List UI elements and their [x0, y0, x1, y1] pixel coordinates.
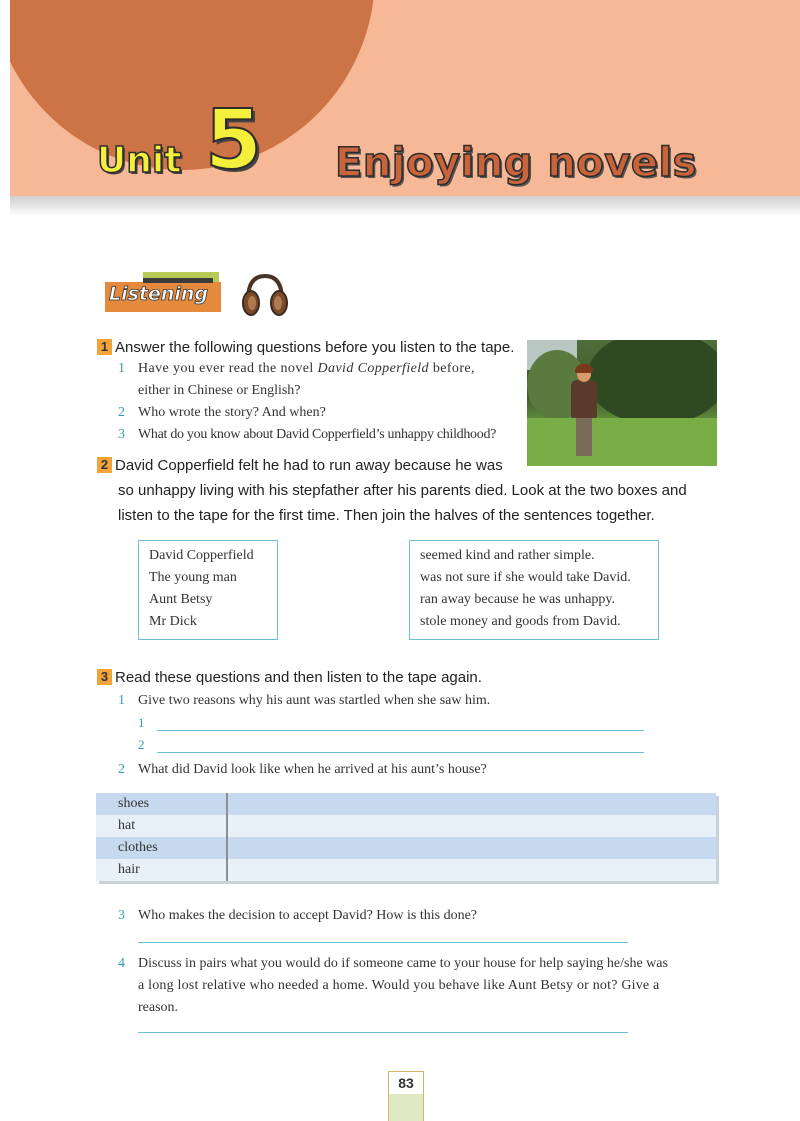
row-label: clothes	[96, 837, 228, 859]
row-label: hat	[96, 815, 228, 837]
question-1-heading: 1 Answer the following questions before you listen to the tape.	[97, 339, 514, 356]
unit-label: Unit	[97, 140, 182, 181]
answer-line[interactable]	[138, 1032, 628, 1033]
banner-shadow	[10, 196, 800, 216]
answer-cell[interactable]	[228, 815, 716, 837]
table-row	[96, 859, 716, 881]
table-row	[96, 793, 716, 815]
question-1-item-3: 3 What do you know about David Copperfield’s unhappy childhood?	[118, 427, 497, 442]
question-number-badge: 1	[97, 339, 112, 355]
page-number: 83	[388, 1071, 424, 1121]
sentence-end: ran away because he was unhappy.	[420, 592, 616, 607]
unit-number: 5	[205, 93, 263, 188]
sentence-end: seemed kind and rather simple.	[420, 548, 595, 563]
sentence-end: stole money and goods from David.	[420, 614, 621, 629]
answer-line[interactable]	[157, 752, 644, 753]
page-title: Enjoying novels	[335, 140, 697, 186]
right-sentence-box	[409, 540, 659, 640]
question-1-item-1-cont: either in Chinese or English?	[138, 383, 301, 398]
sentence-start: Mr Dick	[149, 614, 197, 629]
question-3-item-4: 4 Discuss in pairs what you would do if someone came to your house for help saying he/she was	[118, 956, 668, 971]
question-2-instructions: so unhappy living with his stepfather after his parents died. Look at the two boxes and listen to the tape for the first time. Then join the halves of the sentences together.	[118, 482, 687, 524]
question-1-item-2: 2 Who wrote the story? And when?	[118, 405, 326, 420]
sentence-start: David Copperfield	[149, 548, 254, 563]
sentence-end: was not sure if she would take David.	[420, 570, 631, 585]
answer-line[interactable]	[157, 730, 644, 731]
sentence-start: Aunt Betsy	[149, 592, 213, 607]
question-number-badge: 2	[97, 457, 112, 473]
appearance-table	[96, 793, 716, 881]
answer-cell[interactable]	[228, 837, 716, 859]
david-copperfield-photo	[527, 340, 717, 466]
sentence-start: The young man	[149, 570, 237, 585]
question-1-item-1: 1 Have you ever read the novel David Copperfield before,	[118, 361, 475, 376]
row-label: hair	[96, 859, 228, 881]
row-label: shoes	[96, 793, 228, 815]
question-3-item-1: 1 Give two reasons why his aunt was startled when she saw him.	[118, 693, 491, 708]
answer-cell[interactable]	[228, 793, 716, 815]
blank-number: 1	[138, 715, 145, 730]
question-number-badge: 3	[97, 669, 112, 685]
left-sentence-box	[138, 540, 278, 640]
question-3-item-4-line-2: a long lost relative who needed a home. Would you behave like Aunt Betsy or not? Give a	[138, 978, 660, 993]
headphones-icon	[240, 270, 290, 318]
question-3-item-2: 2 What did David look like when he arrived at his aunt’s house?	[118, 762, 487, 777]
section-label: Listening	[109, 283, 209, 305]
answer-cell[interactable]	[228, 859, 716, 881]
table-row	[96, 837, 716, 859]
question-3-item-3: 3 Who makes the decision to accept David? How is this done?	[118, 908, 478, 923]
question-2-heading: 2 David Copperfield felt he had to run away because he was	[97, 457, 503, 474]
table-row	[96, 815, 716, 837]
question-3-item-4-line-3: reason.	[138, 1000, 179, 1015]
banner-circle-decoration	[10, 0, 375, 170]
question-3-heading: 3 Read these questions and then listen to the tape again.	[97, 669, 482, 686]
section-tag-listening	[105, 272, 220, 312]
blank-number: 2	[138, 737, 145, 752]
answer-line[interactable]	[138, 942, 628, 943]
